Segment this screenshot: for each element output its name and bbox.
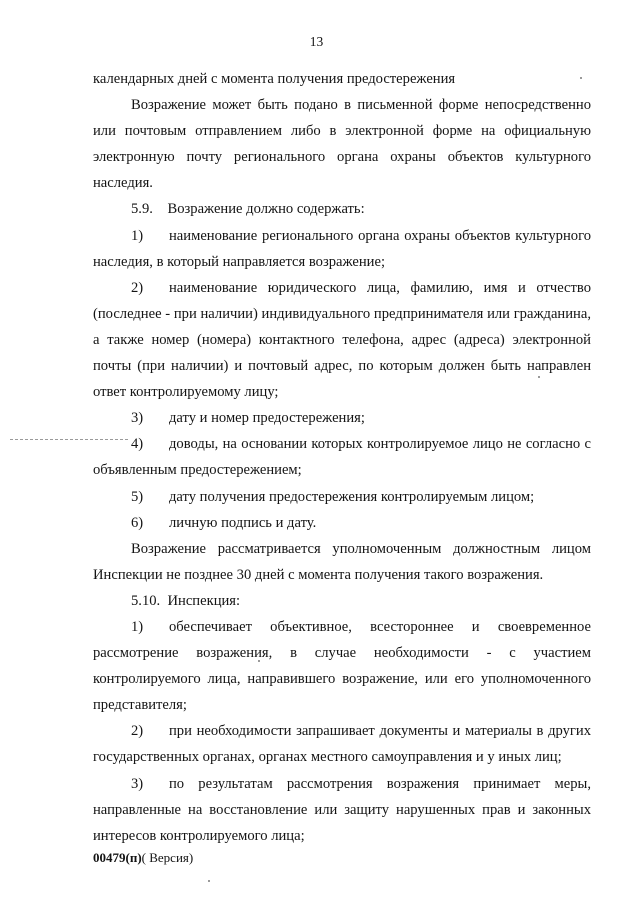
list-item-text: обеспечивает объективное, всестороннее и своевременное рассмотрение возражения, в случае необходимости - с участием контролируемого лица, направившего возражение, или его уполномоченного представителя; [93,618,591,714]
document-footer [93,850,193,866]
list-item-text: наименование юридического лица, фамилию, имя и отчество (последнее - при наличии) индивидуального предпринимателя или гражданина, а также номер (номера) контактного телефона, адрес (адреса) электронной почты (при наличии) и почтовый адрес, по которым должен быть направлен ответ контролируемому лицу; [93,279,591,401]
list-item [93,223,591,275]
list-item [93,510,591,536]
paragraph: Возражение может быть подано в письменной форме непосредственно или почтовым отправлением либо в электронной форме на официальную электронную почту регионального органа охраны объектов культурного наследия. [93,97,591,192]
list-item-number: 3) [131,410,144,427]
list-item-text: дату получения предостережения контролируемым лицом; [169,488,535,505]
list-item [93,275,591,405]
list-item-text: доводы, на основании которых контролируемое лицо не согласно с объявленным предостережением; [93,436,591,479]
list-item-number: 4) [131,436,144,453]
paragraph: календарных дней с момента получения предостережения [93,71,456,87]
list-item [93,405,591,431]
list-item-text: по результатам рассмотрения возражения принимает меры, направленные на восстановление или защиту нарушенных прав и законных интересов контролируемого лица; [93,775,591,844]
list-item-text: при необходимости запрашивает документы и материалы в других государственных органах, органах местного самоуправления и у иных лиц; [93,723,591,766]
list-item [93,431,591,483]
section-heading: 5.10. Инспекция: [131,592,241,609]
list-item [93,614,591,718]
document-code: 00479(п) [93,850,142,865]
list-item-text: дату и номер предостережения; [169,410,365,427]
scan-speck [208,880,210,882]
list-item [93,771,591,849]
paragraph: Возражение рассматривается уполномоченным должностным лицом Инспекции не позднее 30 дней с момента получения такого возражения. [93,540,591,583]
page-number: 13 [309,34,324,49]
document-body [93,66,591,849]
list-item-number: 6) [131,514,144,531]
list-item [93,484,591,510]
list-item-text: личную подпись и дату. [169,514,317,531]
list-item-number: 5) [131,488,144,505]
list-item-number: 2) [131,279,144,296]
list-item [93,718,591,770]
document-version: ( Версия) [141,850,194,865]
list-item-number: 3) [131,775,144,792]
list-item-text: наименование регионального органа охраны объектов культурного наследия, в который направляется возражение; [93,227,591,270]
list-item-number: 2) [131,723,144,740]
section-heading: 5.9. Возражение должно содержать: [131,201,365,218]
list-item-number: 1) [131,227,144,244]
list-item-number: 1) [131,618,144,635]
